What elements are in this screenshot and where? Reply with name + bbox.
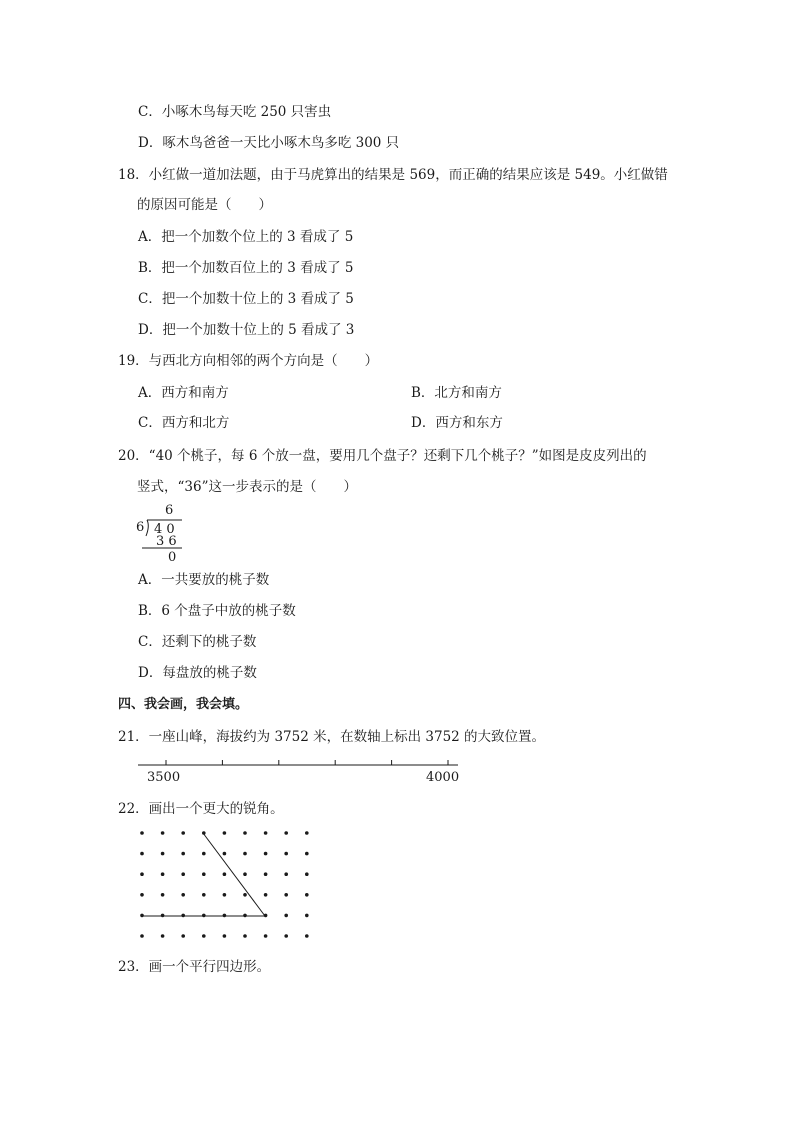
grid-dot[interactable] [202, 914, 206, 918]
q19-option-c[interactable]: C．西方和北方 [138, 415, 230, 431]
grid-dot[interactable] [161, 893, 165, 897]
q18-option-c[interactable]: C．把一个加数十位上的 3 看成了 5 [138, 291, 354, 307]
number-line-ticks [166, 760, 448, 765]
q21-stem: 21．一座山峰，海拔约为 3752 米，在数轴上标出 3752 的大致位置。 [118, 729, 546, 745]
grid-dot[interactable] [140, 934, 144, 938]
long-division-figure [130, 500, 200, 566]
grid-dot[interactable] [284, 852, 288, 856]
grid-dot[interactable] [161, 934, 165, 938]
grid-dot[interactable] [305, 914, 309, 918]
q19-stem: 19．与西北方向相邻的两个方向是（ ） [118, 353, 379, 369]
division-dividend: 4 0 [154, 522, 175, 537]
grid-dot[interactable] [264, 872, 268, 876]
grid-dot[interactable] [243, 893, 247, 897]
q17-option-c[interactable]: C．小啄木鸟每天吃 250 只害虫 [138, 104, 332, 120]
grid-dot[interactable] [305, 934, 309, 938]
grid-dot[interactable] [202, 852, 206, 856]
grid-dot[interactable] [202, 893, 206, 897]
grid-dot[interactable] [284, 831, 288, 835]
number-line-start-label: 3500 [147, 770, 181, 785]
grid-dot[interactable] [264, 934, 268, 938]
grid-dot[interactable] [305, 831, 309, 835]
grid-dot[interactable] [305, 872, 309, 876]
q22-stem: 22．画出一个更大的锐角。 [118, 801, 284, 817]
grid-dot[interactable] [223, 852, 227, 856]
grid-dot[interactable] [264, 831, 268, 835]
grid-dot[interactable] [284, 872, 288, 876]
grid-dot[interactable] [140, 852, 144, 856]
grid-dot[interactable] [305, 852, 309, 856]
grid-dot[interactable] [181, 934, 185, 938]
grid-dot[interactable] [243, 872, 247, 876]
grid-dot[interactable] [161, 831, 165, 835]
q20-option-b[interactable]: B．6 个盘子中放的桃子数 [138, 603, 296, 619]
grid-dot[interactable] [161, 852, 165, 856]
grid-dot[interactable] [140, 914, 144, 918]
grid-dot[interactable] [140, 893, 144, 897]
q17-option-d[interactable]: D．啄木鸟爸爸一天比小啄木鸟多吃 300 只 [138, 135, 400, 151]
q19-option-d[interactable]: D．西方和东方 [411, 415, 503, 431]
grid-dot[interactable] [243, 914, 247, 918]
grid-dot[interactable] [243, 852, 247, 856]
division-quotient: 6 [165, 503, 174, 518]
q19-option-b[interactable]: B．北方和南方 [411, 385, 502, 401]
grid-dot[interactable] [305, 893, 309, 897]
grid-dot[interactable] [140, 872, 144, 876]
q20-stem-line2: 竖式，“36”这一步表示的是（ ） [137, 479, 357, 495]
grid-dot[interactable] [181, 852, 185, 856]
grid-dot[interactable] [284, 893, 288, 897]
q18-stem-line1: 18．小红做一道加法题，由于马虎算出的结果是 569，而正确的结果应该是 549。小红做错 [118, 167, 668, 183]
grid-dot[interactable] [284, 914, 288, 918]
division-divisor: 6 [136, 520, 145, 535]
q20-option-a[interactable]: A．一共要放的桃子数 [138, 572, 270, 588]
grid-dot[interactable] [202, 934, 206, 938]
number-line-end-label: 4000 [426, 770, 460, 785]
grid-dot[interactable] [284, 934, 288, 938]
grid-dot[interactable] [223, 934, 227, 938]
grid-dot[interactable] [161, 872, 165, 876]
grid-dot[interactable] [243, 831, 247, 835]
section-4-title: 四、我会画，我会填。 [118, 697, 249, 712]
number-line[interactable] [130, 755, 470, 787]
q20-stem-line1: 20．“40 个桃子，每 6 个放一盘，要用几个盘子？还剩下几个桃子？”如图是皮皮列出的 [118, 448, 647, 464]
grid-dot[interactable] [223, 831, 227, 835]
dot-grid[interactable] [130, 825, 320, 945]
grid-dot[interactable] [243, 934, 247, 938]
grid-dot[interactable] [181, 914, 185, 918]
grid-dot[interactable] [223, 914, 227, 918]
grid-dot[interactable] [140, 831, 144, 835]
division-remainder: 0 [168, 550, 177, 565]
grid-dot[interactable] [223, 872, 227, 876]
angle-ray-slanted [203, 833, 265, 916]
grid-dot[interactable] [264, 893, 268, 897]
q20-option-c[interactable]: C．还剩下的桃子数 [138, 634, 257, 650]
grid-dot[interactable] [181, 893, 185, 897]
grid-dots [140, 831, 308, 938]
division-product: 3 6 [156, 534, 177, 549]
grid-dot[interactable] [181, 872, 185, 876]
q19-option-a[interactable]: A．西方和南方 [138, 385, 229, 401]
grid-dot[interactable] [181, 831, 185, 835]
q23-stem: 23．画一个平行四边形。 [118, 959, 271, 975]
q18-option-b[interactable]: B．把一个加数百位上的 3 看成了 5 [138, 260, 354, 276]
grid-dot[interactable] [223, 893, 227, 897]
q18-stem-line2: 的原因可能是（ ） [137, 197, 272, 213]
q18-option-d[interactable]: D．把一个加数十位上的 5 看成了 3 [138, 322, 355, 338]
grid-dot[interactable] [202, 872, 206, 876]
grid-dot[interactable] [264, 852, 268, 856]
grid-dot[interactable] [161, 914, 165, 918]
q20-option-d[interactable]: D．每盘放的桃子数 [138, 665, 257, 681]
q18-option-a[interactable]: A．把一个加数个位上的 3 看成了 5 [138, 229, 354, 245]
